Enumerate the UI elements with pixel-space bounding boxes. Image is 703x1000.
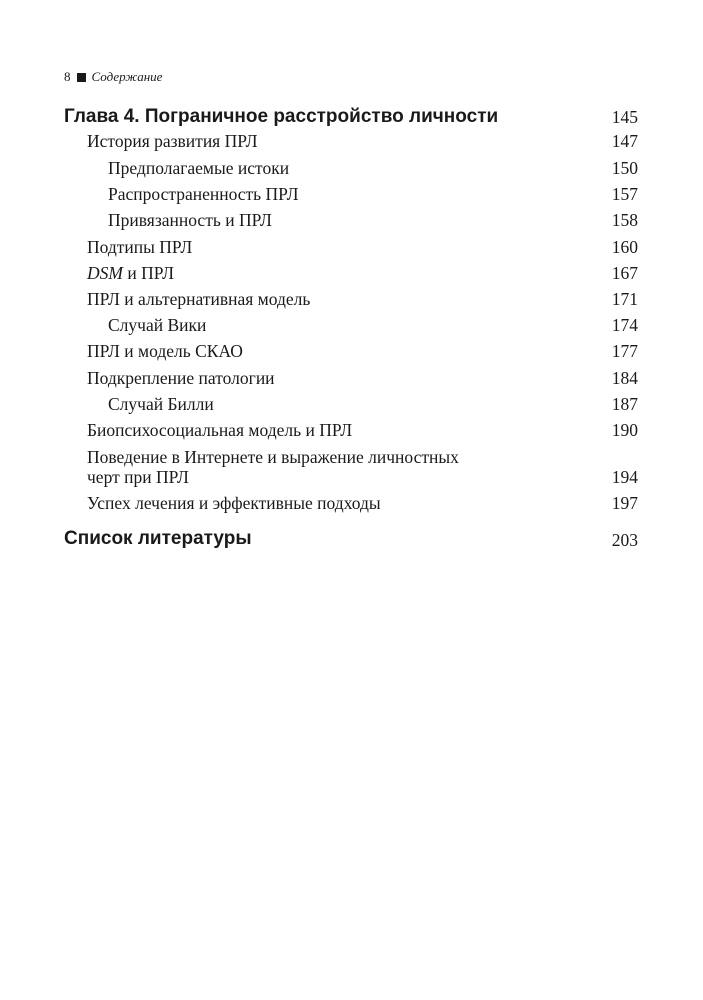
toc-entry-title: Глава 4. Пограничное расстройство личности — [64, 106, 499, 127]
toc-entry-page: 147 — [611, 131, 638, 151]
running-head — [64, 69, 162, 85]
toc-entry-page: 190 — [611, 420, 638, 440]
toc-entry-title: Распространенность ПРЛ — [108, 184, 299, 204]
toc-entry-title: Подтипы ПРЛ — [87, 237, 193, 257]
toc-entry-page: 158 — [611, 210, 638, 230]
toc-entry-title-italic: DSM — [87, 263, 123, 283]
toc-entry-page: 187 — [611, 394, 638, 414]
square-bullet-icon — [77, 73, 86, 82]
toc-entry-page: 184 — [611, 368, 638, 388]
toc-entry-page: 145 — [611, 107, 638, 127]
toc-entry-page: 157 — [611, 184, 638, 204]
toc-entry-page: 150 — [611, 158, 638, 178]
toc-entry-title: Предполагаемые истоки — [108, 158, 290, 178]
toc-entry-title: Список литературы — [64, 528, 252, 549]
toc-entry-page: 171 — [611, 289, 638, 309]
running-head-section: Содержание — [91, 69, 163, 84]
toc-entry-title: Подкрепление патологии — [87, 368, 275, 388]
toc-entry-title-line1: Поведение в Интернете и выражение личностных — [87, 447, 459, 467]
toc-entry-page: 197 — [611, 493, 638, 513]
toc-entry-title-rest: и ПРЛ — [122, 263, 175, 283]
toc-entry-title: Биопсихосоциальная модель и ПРЛ — [87, 420, 353, 440]
toc-entry-title: Привязанность и ПРЛ — [108, 210, 272, 230]
toc-entry-title: ПРЛ и модель СКАО — [87, 341, 243, 361]
toc-entry-page: 160 — [611, 237, 638, 257]
toc-entry-title: Случай Билли — [108, 394, 214, 414]
toc-entry-page: 167 — [611, 263, 638, 283]
toc-entry-title: Случай Вики — [108, 315, 207, 335]
toc-entry-title: Успех лечения и эффективные подходы — [87, 493, 381, 513]
toc-entry-page: 203 — [611, 530, 638, 550]
toc-entry-title-line2: черт при ПРЛ — [87, 467, 189, 487]
toc-entry-page: 177 — [611, 341, 638, 361]
toc-entry-title — [87, 263, 174, 283]
toc-entry-title: История развития ПРЛ — [87, 131, 258, 151]
page-number: 8 — [64, 69, 71, 84]
toc-entry-page: 194 — [611, 467, 638, 487]
toc-entry-title: ПРЛ и альтернативная модель — [87, 289, 311, 309]
toc-entry-page: 174 — [611, 315, 638, 335]
